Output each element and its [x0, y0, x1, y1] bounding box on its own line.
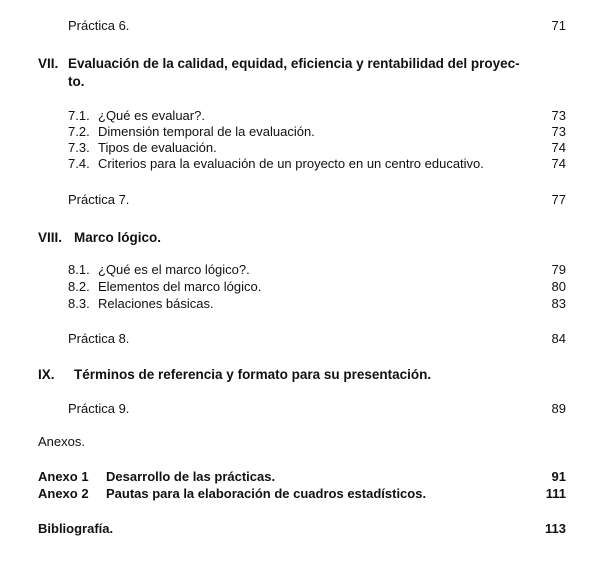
- section-title: Evaluación de la calidad, equidad, eficiencia y rentabilidad del proyec-: [68, 56, 520, 71]
- entry-page: 89: [551, 401, 566, 416]
- entry-label: Tipos de evaluación.: [98, 140, 217, 155]
- entry-page: 73: [551, 108, 566, 123]
- entry-number: 8.1.: [68, 262, 90, 277]
- entry-page: 111: [545, 486, 566, 501]
- entry-page: 83: [551, 296, 566, 311]
- entry-page: 74: [551, 140, 566, 155]
- entry-page: 80: [551, 279, 566, 294]
- entry-page: 73: [551, 124, 566, 139]
- entry-label: ¿Qué es el marco lógico?.: [98, 262, 250, 277]
- entry-page: 77: [551, 192, 566, 207]
- entry-number: 7.3.: [68, 140, 90, 155]
- entry-label: Práctica 9.: [68, 401, 130, 416]
- entry-number: Anexo 2: [38, 486, 89, 501]
- section-number: VII.: [38, 56, 59, 71]
- entry-number: 8.3.: [68, 296, 90, 311]
- entry-label: Dimensión temporal de la evaluación.: [98, 124, 315, 139]
- entry-number: 7.4.: [68, 156, 90, 171]
- entry-label: Práctica 6.: [68, 18, 130, 33]
- entry-label: Pautas para la elaboración de cuadros estadísticos.: [106, 486, 427, 501]
- section-title: Marco lógico.: [74, 230, 162, 245]
- section-number: IX.: [38, 367, 55, 382]
- entry-page: 79: [551, 262, 566, 277]
- entry-number: 8.2.: [68, 279, 90, 294]
- entry-label: Bibliografía.: [38, 521, 114, 536]
- entry-label: ¿Qué es evaluar?.: [98, 108, 205, 123]
- entry-number: 7.2.: [68, 124, 90, 139]
- section-title-continued: to.: [68, 74, 85, 89]
- entry-label: Relaciones básicas.: [98, 296, 214, 311]
- entry-label: Práctica 7.: [68, 192, 130, 207]
- entry-page: 74: [551, 156, 566, 171]
- entry-page: 113: [545, 521, 566, 536]
- entry-label: Práctica 8.: [68, 331, 130, 346]
- entry-page: 71: [551, 18, 566, 33]
- entry-page: 84: [551, 331, 566, 346]
- section-number: VIII.: [38, 230, 63, 245]
- entry-label: Criterios para la evaluación de un proyecto en un centro educativo.: [98, 156, 484, 171]
- entry-label: Elementos del marco lógico.: [98, 279, 262, 294]
- section-title: Anexos.: [38, 434, 85, 449]
- entry-number: 7.1.: [68, 108, 90, 123]
- entry-number: Anexo 1: [38, 469, 89, 484]
- entry-page: 91: [551, 469, 566, 484]
- section-title: Términos de referencia y formato para su presentación.: [74, 367, 432, 382]
- entry-label: Desarrollo de las prácticas.: [106, 469, 276, 484]
